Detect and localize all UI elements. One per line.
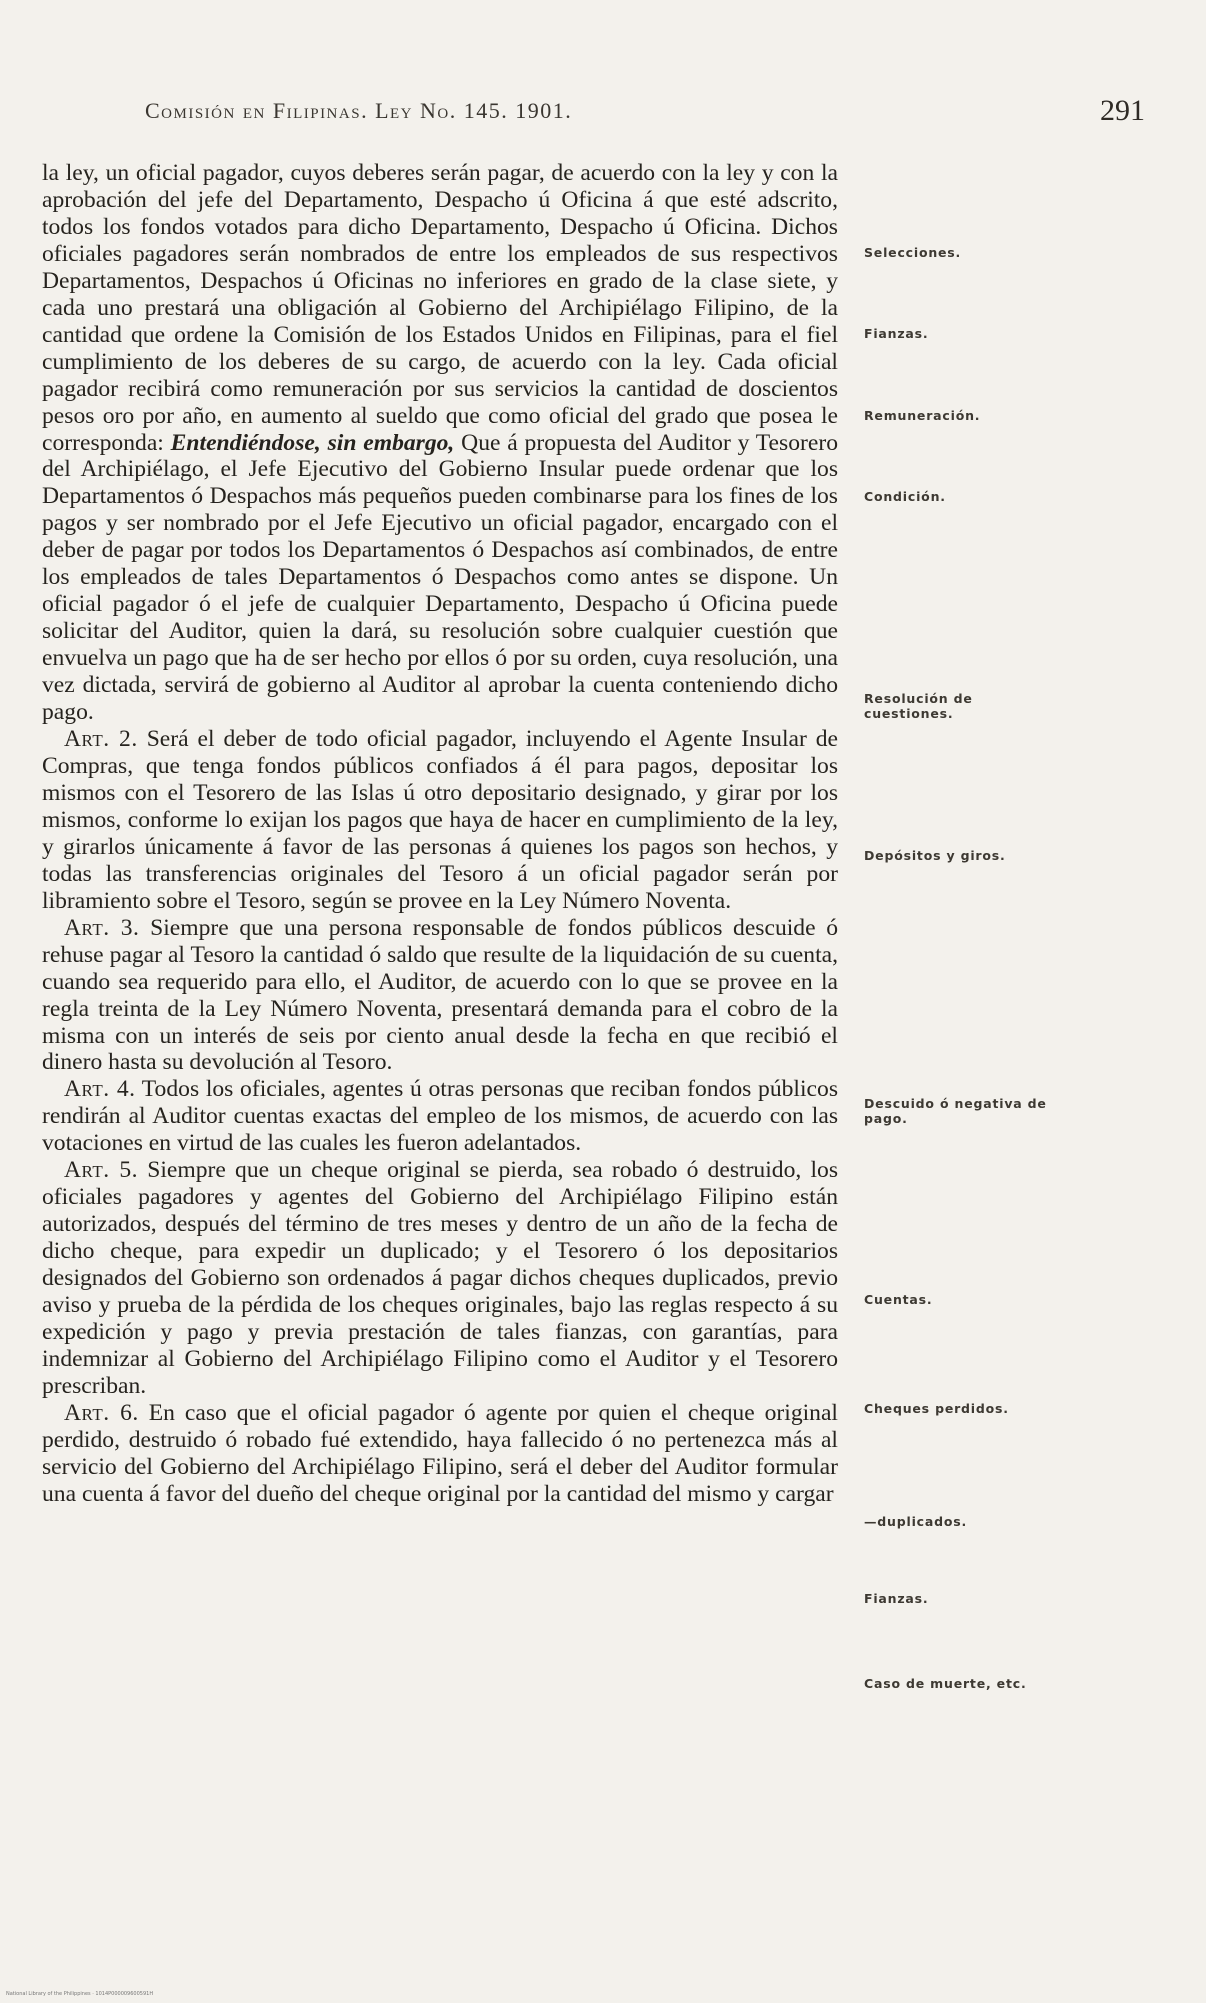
article-text: Todos los oficiales, agentes ú otras personas que reciban fondos públicos rendirán al Auditor cuentas exactas del empleo de los mismos, de acuerdo con las votaciones en virtud de las cuales les fueron adelantados. [42,1076,838,1157]
margin-note-fianzas-2: Fianzas. [864,1591,929,1606]
margin-note-condicion: Condición. [864,489,946,504]
article-label: Art. 3. [64,914,140,941]
article-label: Art. 2. [64,726,138,753]
paragraph-art-4 [42,1076,838,1157]
article-text: En caso que el oficial pagador ó agente por quien el cheque original perdido, destruido ó robado fué extendido, haya fallecido ó no pertenezca más al servicio del Gobierno del Archipiélago Filipino, será el deber del Auditor formular una cuenta á favor del dueño del cheque original por la cantidad del mismo y cargar [42,1399,838,1507]
margin-note-selecciones: Selecciones. [864,245,962,260]
paragraph-text: la ley, un oficial pagador, cuyos deberes serán pagar, de acuerdo con la ley y con la aprobación del jefe del Departamento, Despacho ú Oficina á que esté adscrito, todos los fondos votados para dicho Departamento, Despacho ú Oficina. Dichos oficiales pagadores serán nombrados de entre los empleados de sus respectivos Departamentos, Despachos ú Oficinas no inferiores en grado de la clase siete, y cada uno prestará una obligación al Gobierno del Archipiélago Filipino, de la cantidad que ordene la Comisión de los Estados Unidos en Filipinas, para el fiel cumplimiento de los deberes de su cargo, de acuerdo con la ley. Cada oficial pagador recibirá como remuneración por sus servicios la cantidad de doscientos pesos oro por año, en aumento al sueldo que como oficial del grado que posea le corresponda: [42,160,838,456]
paragraph-art-5 [42,1157,838,1400]
margin-note-cuentas: Cuentas. [864,1292,933,1307]
paragraph-text: Que á propuesta del Auditor y Tesorero del Archipiélago, el Jefe Ejecutivo del Gobierno Insular puede ordenar que los Departamentos ó Despachos más pequeños pueden combinarse para los fines de los pagos y ser nombrado por el Jefe Ejecutivo un oficial pagador, encargado con el deber de pagar por todos los Departamentos ó Despachos así combinados, de entre los empleados de tales Departamentos ó Despachos como antes se dispone. Un oficial pagador ó el jefe de cualquier Departamento, Despacho ú Oficina puede solicitar del Auditor, quien la dará, su resolución sobre cualquier cuestión que envuelva un pago que ha de ser hecho por ellos ó por su orden, cuya resolución, una vez dictada, servirá de gobierno al Auditor al aprobar la cuenta conteniendo dicho pago. [42,429,838,726]
proviso-emphasis: Entendiéndose, sin embargo, [170,429,455,456]
margin-notes [864,0,1049,2003]
paragraph-art-2 [42,726,838,915]
margin-note-remuneracion: Remuneración. [864,408,981,423]
article-label: Art. 4. [64,1076,136,1103]
margin-note-fianzas: Fianzas. [864,326,929,341]
running-head: Comisión en Filipinas. Ley No. 145. 1901. [145,98,573,123]
scan-source-line: National Library of the Philippines · 1014P000009600591H [6,1991,154,1997]
page-number: 291 [1100,94,1145,127]
article-label: Art. 5. [64,1157,139,1184]
margin-note-duplicados: —duplicados. [864,1514,968,1529]
margin-note-resolucion: Resolución de cuestiones. [864,691,973,721]
article-text: Siempre que un cheque original se pierda, sea robado ó destruido, los oficiales pagadores y agentes del Gobierno del Archipiélago Filipino están autorizados, después del término de tres meses y dentro de un año de la fecha de dicho cheque, para expedir un duplicado; y el Tesorero ó los depositarios designados del Gobierno son ordenados á pagar dichos cheques duplicados, previo aviso y prueba de la pérdida de los cheques originales, bajo las reglas respecto á su expedición y pago y previa prestación de tales fianzas, con garantías, para indemnizar al Gobierno del Archipiélago Filipino como el Auditor y el Tesorero prescriban. [42,1157,839,1399]
body-text [42,160,838,1508]
margin-note-descuido: Descuido ó negativa de pago. [864,1096,1047,1126]
margin-note-depositos: Depósitos y giros. [864,848,1006,863]
margin-note-caso-de-muerte: Caso de muerte, etc. [864,1676,1027,1691]
paragraph-art-6 [42,1400,838,1508]
article-label: Art. 6. [64,1399,139,1426]
article-text: Siempre que una persona responsable de fondos públicos descuide ó rehuse pagar al Tesoro la cantidad ó saldo que resulte de la liquidación de su cuenta, cuando sea requerido para ello, el Auditor, de acuerdo con lo que se provee en la regla treinta de la Ley Número Noventa, presentará demanda para el cobro de la misma con un interés de seis por ciento anual desde la fecha en que recibió el dinero hasta su devolución al Tesoro. [42,914,838,1076]
paragraph-art1-continued [42,160,838,726]
margin-note-cheques-perdidos: Cheques perdidos. [864,1401,1009,1416]
article-text: Será el deber de todo oficial pagador, incluyendo el Agente Insular de Compras, que tenga fondos públicos confiados á él para pagos, depositar los mismos con el Tesorero de las Islas ú otro depositario designado, y girar por los mismos, conforme lo exijan los pagos que haya de hacer en cumplimiento de la ley, y girarlos únicamente á favor de las personas á quienes los pagos son hechos, y todas las transferencias originales del Tesoro á un oficial pagador serán por libramiento sobre el Tesoro, según se provee en la Ley Número Noventa. [42,726,839,914]
paragraph-art-3 [42,915,838,1077]
